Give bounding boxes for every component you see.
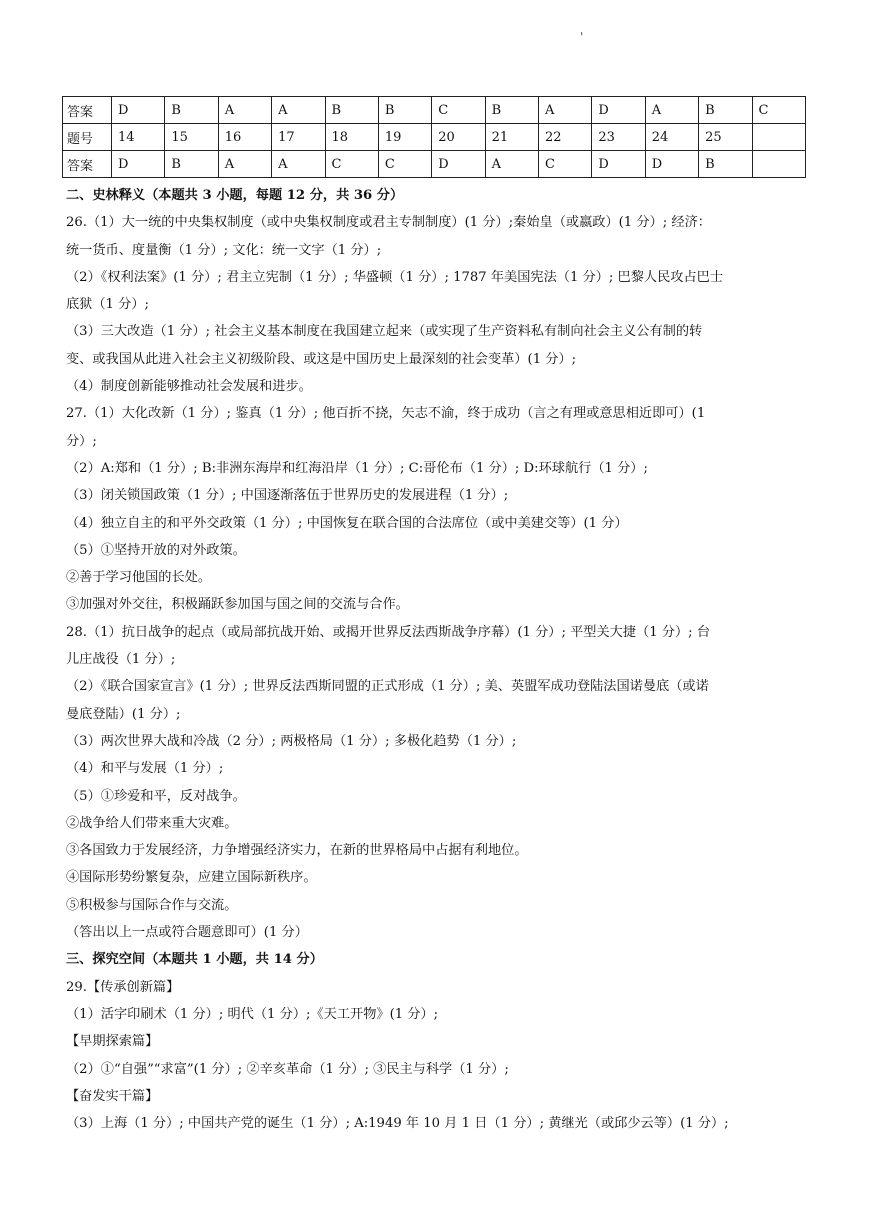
table-cell: A — [218, 97, 271, 124]
text-line: （2）①“自强”“求富”(1 分）; ②辛亥革命（1 分）; ③民主与科学（1 分）; — [66, 1061, 509, 1077]
text-line: （5）①坚持开放的对外政策。 — [66, 542, 246, 558]
text-line: 27.（1）大化改新（1 分）; 鉴真（1 分）; 他百折不挠，矢志不渝，终于成功（言之有理或意思相近即可）(1 — [66, 406, 706, 422]
table-cell: D — [592, 97, 645, 124]
table-cell: 16 — [218, 124, 271, 151]
text-line: 底狱（1 分）; — [66, 297, 149, 313]
table-cell: D — [645, 151, 698, 178]
row-header: 答案 — [63, 151, 112, 178]
table-cell: 25 — [699, 124, 752, 151]
table-cell — [752, 151, 806, 178]
table-cell: A — [218, 151, 271, 178]
text-line: 26.（1）大一统的中央集权制度（或中央集权制度或君主专制制度）(1 分）;秦始皇（或嬴政）(1 分）; 经济： — [66, 215, 711, 231]
section-heading: 二、史林释义（本题共 3 小题，每题 12 分，共 36 分） — [66, 188, 404, 203]
text-line: （3）两次世界大战和冷战（2 分）; 两极格局（1 分）; 多极化趋势（1 分）; — [66, 733, 517, 749]
table-cell: 14 — [112, 124, 165, 151]
table-cell: 24 — [645, 124, 698, 151]
answer-text — [66, 182, 806, 1137]
table-cell: 17 — [272, 124, 325, 151]
text-line: 29.【传承创新篇】 — [66, 979, 180, 995]
text-line: ⑤积极参与国际合作与交流。 — [66, 897, 238, 913]
text-line: （4）和平与发展（1 分）; — [66, 761, 224, 777]
table-row — [63, 97, 806, 124]
table-cell: C — [378, 151, 431, 178]
table-cell: A — [539, 97, 592, 124]
table-cell: B — [165, 151, 218, 178]
table-cell: B — [165, 97, 218, 124]
text-line: （3）三大改造（1 分）; 社会主义基本制度在我国建立起来（或实现了生产资料私有制向社会主义公有制的转 — [66, 324, 703, 340]
text-line: 曼底登陆）(1 分）; — [66, 706, 181, 722]
text-line: （2）《联合国家宣言》(1 分）; 世界反法西斯同盟的正式形成（1 分）; 美、英盟军成功登陆法国诺曼底（或诺 — [66, 679, 709, 695]
text-line: 儿庄战役（1 分）; — [66, 652, 176, 668]
row-header: 题号 — [63, 124, 112, 151]
table-cell: 18 — [325, 124, 378, 151]
section-heading: 三、探究空间（本题共 1 小题，共 14 分） — [66, 952, 323, 968]
table-cell: 20 — [432, 124, 485, 151]
table-cell: B — [485, 97, 538, 124]
text-line: （4）独立自主的和平外交政策（1 分）; 中国恢复在联合国的合法席位（或中美建交等）(1 分） — [66, 515, 628, 531]
table-cell: A — [272, 151, 325, 178]
table-cell: D — [112, 151, 165, 178]
table-cell — [752, 124, 806, 151]
table-cell: D — [112, 97, 165, 124]
table-cell: C — [432, 97, 485, 124]
text-line: （3）闭关锁国政策（1 分）; 中国逐渐落伍于世界历史的发展进程（1 分）; — [66, 488, 509, 504]
table-cell: A — [645, 97, 698, 124]
text-line: （1）活字印刷术（1 分）; 明代（1 分）;《天工开物》(1 分）; — [66, 1006, 439, 1022]
text-line: 变、或我国从此进入社会主义初级阶段、或这是中国历史上最深刻的社会变革）(1 分）; — [66, 351, 577, 367]
text-line: ③各国致力于发展经济，力争增强经济实力，在新的世界格局中占据有利地位。 — [66, 843, 528, 859]
table-cell: A — [272, 97, 325, 124]
table-row — [63, 124, 806, 151]
table-cell: 21 — [485, 124, 538, 151]
table-cell: 15 — [165, 124, 218, 151]
answer-table — [62, 96, 806, 178]
text-line: ④国际形势纷繁复杂，应建立国际新秩序。 — [66, 870, 317, 886]
text-line: （2）《权利法案》(1 分）; 君主立宪制（1 分）; 华盛顿（1 分）; 1787 年美国宪法（1 分）; 巴黎人民攻占巴士 — [66, 269, 724, 285]
text-line: 【奋发实干篇】 — [66, 1088, 159, 1104]
table-cell: A — [485, 151, 538, 178]
text-line: （4）制度创新能够推动社会发展和进步。 — [66, 379, 312, 395]
text-line: （2）A:郑和（1 分）; B:非洲东海岸和红海沿岸（1 分）; C:哥伦布（1 分）; D:环球航行（1 分）; — [66, 460, 648, 476]
text-line: （3）上海（1 分）; 中国共产党的诞生（1 分）; A:1949 年 10 月 1 日（1 分）; 黄继光（或邱少云等）(1 分）; — [66, 1116, 729, 1132]
text-line: ②战争给人们带来重大灾难。 — [66, 815, 238, 831]
table-cell: C — [752, 97, 806, 124]
text-line: 统一货币、度量衡（1 分）; 文化：统一文字（1 分）; — [66, 242, 382, 258]
text-line: ③加强对外交往，积极踊跃参加国与国之间的交流与合作。 — [66, 597, 409, 613]
table-row — [63, 151, 806, 178]
table-cell: D — [432, 151, 485, 178]
text-line: （5）①珍爱和平，反对战争。 — [66, 788, 246, 804]
text-line: （答出以上一点或符合题意即可）(1 分） — [66, 925, 308, 941]
table-cell: B — [378, 97, 431, 124]
table-cell: C — [325, 151, 378, 178]
text-line: 分）; — [66, 433, 97, 449]
row-header: 答案 — [63, 97, 112, 124]
table-cell: 23 — [592, 124, 645, 151]
text-line: 【早期探索篇】 — [66, 1034, 159, 1050]
table-cell: D — [592, 151, 645, 178]
table-cell: 19 — [378, 124, 431, 151]
table-cell: C — [539, 151, 592, 178]
text-line: 28.（1）抗日战争的起点（或局部抗战开始、或揭开世界反法西斯战争序幕）(1 分）; 平型关大捷（1 分）; 台 — [66, 624, 711, 640]
table-cell: B — [699, 97, 752, 124]
page-mark: ' — [580, 30, 584, 44]
table-cell: B — [699, 151, 752, 178]
table-cell: B — [325, 97, 378, 124]
text-line: ②善于学习他国的长处。 — [66, 570, 212, 586]
table-cell: 22 — [539, 124, 592, 151]
